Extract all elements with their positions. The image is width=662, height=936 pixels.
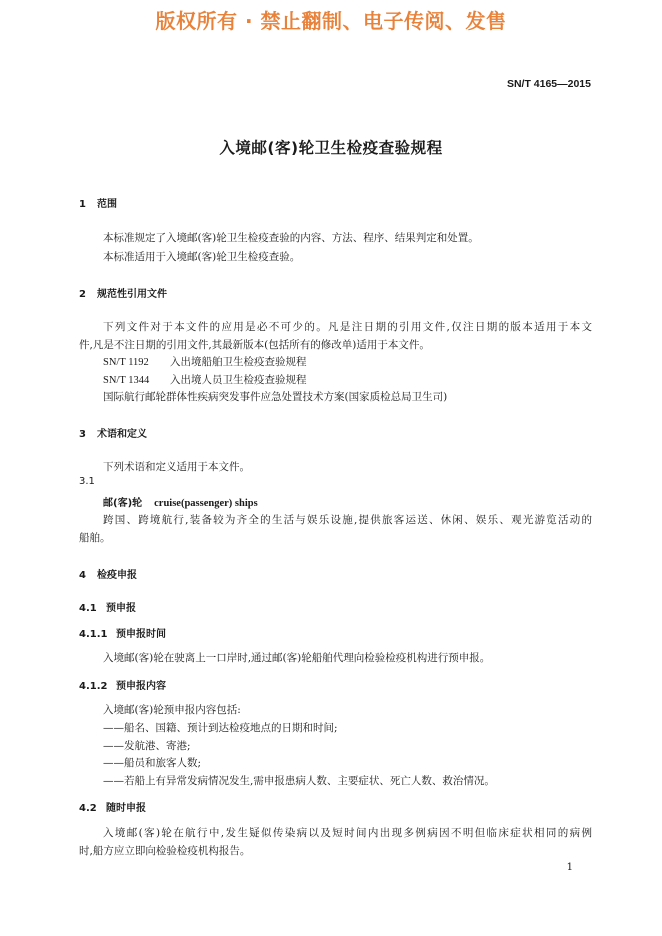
reference-item [103,372,307,387]
reference-item [103,389,447,404]
term-entry [103,494,258,509]
term-chinese: 邮(客)轮 [103,498,143,509]
paragraph: 本标准适用于入境邮(客)轮卫生检疫查验。 [103,251,301,263]
section-title: 预申报时间 [116,629,166,640]
section-title: 随时申报 [106,803,146,814]
definition-line: 跨国、跨境航行,装备较为齐全的生活与娱乐设施,提供旅客运送、休闲、娱乐、观光游览活动的 [103,514,592,526]
paragraph: 下列术语和定义适用于本文件。 [103,461,250,473]
section-title: 术语和定义 [97,429,147,440]
section-4-heading [79,566,137,581]
document-title: 入境邮(客)轮卫生检疫查验规程 [219,139,443,157]
section-title: 预申报 [106,603,136,614]
paragraph-line: 入境邮(客)轮在航行中,发生疑似传染病以及短时间内出现多例病因不明但临床症状相同的病例 [103,827,592,839]
paragraph: 本标准规定了入境邮(客)轮卫生检疫查验的内容、方法、程序、结果判定和处置。 [103,232,479,244]
reference-code: SN/T 1344 [103,375,150,386]
section-title: 规范性引用文件 [97,289,167,300]
section-number: 3 [79,429,86,440]
reference-item [103,354,307,369]
term-english: cruise(passenger) ships [154,498,258,509]
subsection-4-1-heading [79,599,136,614]
standard-code: SN/T 4165—2015 [506,78,591,90]
paragraph-line: 时,船方应立即向检验检疫机构报告。 [79,845,251,857]
section-1-heading [79,195,117,210]
paragraph: 入境邮(客)轮在驶离上一口岸时,通过邮(客)轮船舶代理向检验检疫机构进行预申报。 [103,652,491,664]
subsection-4-1-1-heading [79,625,166,640]
definition-line: 船舶。 [79,532,111,544]
reference-code: SN/T 1192 [103,357,149,368]
section-number: 4.1 [79,603,97,614]
section-number: 4.1.2 [79,681,108,692]
list-item: ——船名、国籍、预计到达检疫地点的日期和时间; [103,722,338,734]
paragraph: 入境邮(客)轮预申报内容包括: [103,704,241,716]
section-number: 2 [79,289,86,300]
paragraph-line: 下列文件对于本文件的应用是必不可少的。凡是注日期的引用文件,仅注日期的版本适用于本文 [103,321,592,333]
reference-title: 入出境人员卫生检疫查验规程 [170,374,307,386]
copyright-watermark: 版权所有 · 禁止翻制、电子传阅、发售 [155,9,507,33]
section-title: 检疫申报 [97,570,137,581]
section-title: 范围 [97,199,117,210]
list-item: ——发航港、寄港; [103,740,191,752]
page-number: 1 [566,862,573,873]
list-item: ——船员和旅客人数; [103,757,202,769]
section-3-heading [79,425,147,440]
section-number: 4 [79,570,86,581]
paragraph-line: 件,凡是不注日期的引用文件,其最新版本(包括所有的修改单)适用于本文件。 [79,339,430,351]
reference-title: 入出境船舶卫生检疫查验规程 [170,356,307,368]
section-number: 4.2 [79,803,97,814]
list-item: ——若船上有异常发病情况发生,需申报患病人数、主要症状、死亡人数、救治情况。 [103,775,495,787]
subsection-4-2-heading [79,799,146,814]
reference-title: 国际航行邮轮群体性疾病突发事件应急处置技术方案(国家质检总局卫生司) [103,391,448,403]
section-title: 预申报内容 [116,681,166,692]
section-number: 4.1.1 [79,629,108,640]
section-number: 1 [79,199,86,210]
section-2-heading [79,285,167,300]
term-number: 3.1 [79,476,95,487]
subsection-4-1-2-heading [79,677,166,692]
